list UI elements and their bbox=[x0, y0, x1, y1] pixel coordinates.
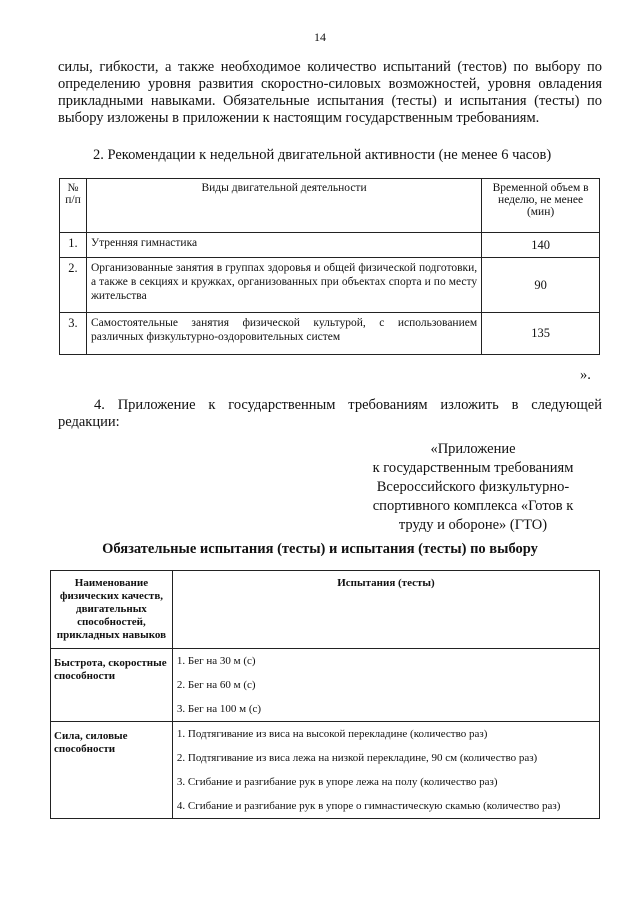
test-item: 2. Бег на 60 м (с) bbox=[176, 679, 256, 691]
appendix-line: «Приложение bbox=[430, 441, 516, 457]
table-row bbox=[60, 313, 600, 355]
section-2-heading: 2. Рекомендации к недельной двигательной активности (не менее 6 часов) bbox=[93, 147, 552, 163]
test-item: 3. Бег на 100 м (с) bbox=[176, 703, 262, 715]
header-minutes: Временной объем в неделю, не менее (мин) bbox=[482, 179, 600, 233]
row-tests bbox=[172, 649, 599, 722]
test-item: 4. Сгибание и разгибание рук в упоре о гимнастическую скамью (количество раз) bbox=[176, 800, 561, 812]
page-number: 14 bbox=[314, 30, 326, 44]
row-minutes: 135 bbox=[482, 313, 600, 355]
header-tests: Испытания (тесты) bbox=[172, 571, 599, 649]
table-row bbox=[60, 233, 600, 258]
row-quality: Быстрота, скоростные способности bbox=[51, 649, 173, 722]
intro-paragraph bbox=[58, 59, 602, 127]
test-item: 1. Бег на 30 м (с) bbox=[176, 655, 256, 667]
tests-title: Обязательные испытания (тесты) и испытания (тесты) по выбору bbox=[102, 541, 538, 557]
table-row bbox=[51, 722, 600, 819]
closing-quote: ». bbox=[580, 367, 591, 383]
intro-line: определению уровня развития скоростно-силовых возможностей, уровня овладения bbox=[58, 76, 602, 92]
intro-line: силы, гибкости, а также необходимое количество испытаний (тестов) по выбору по bbox=[58, 59, 602, 75]
row-tests bbox=[172, 722, 599, 819]
row-quality: Сила, силовые способности bbox=[51, 722, 173, 819]
section-4-line: редакции: bbox=[58, 414, 120, 430]
test-item: 3. Сгибание и разгибание рук в упоре лежа на полу (количество раз) bbox=[176, 776, 498, 788]
table-row bbox=[60, 258, 600, 313]
row-activity: Утренняя гимнастика bbox=[86, 233, 481, 258]
appendix-line: к государственным требованиям bbox=[372, 460, 574, 476]
tests-table-header bbox=[51, 571, 600, 649]
header-activity: Виды двигательной деятельности bbox=[86, 179, 481, 233]
test-item: 2. Подтягивание из виса лежа на низкой перекладине, 90 см (количество раз) bbox=[176, 752, 538, 764]
row-activity: Организованные занятия в группах здоровья и общей физической подготовки, а также в секциях и кружках, организованных при объектах спорта и по месту жительства bbox=[86, 258, 481, 313]
activity-table bbox=[59, 178, 600, 355]
row-number: 2. bbox=[60, 258, 87, 313]
appendix-line: спортивного комплекса «Готов к bbox=[372, 498, 574, 514]
header-number: № п/п bbox=[60, 179, 87, 233]
section-4-paragraph bbox=[58, 397, 602, 431]
activity-table-header bbox=[60, 179, 600, 233]
section-4-line: 4. Приложение к государственным требованиям изложить в следующей bbox=[94, 397, 602, 413]
appendix-line: Всероссийского физкультурно- bbox=[376, 479, 570, 495]
intro-line: прикладными навыками. Обязательные испытания (тесты) и испытания (тесты) по bbox=[58, 93, 602, 109]
table-row bbox=[51, 649, 600, 722]
row-number: 1. bbox=[60, 233, 87, 258]
intro-line: выбору изложены в приложении к настоящим государственным требованиям. bbox=[58, 110, 540, 126]
appendix-line: труду и обороне» (ГТО) bbox=[398, 517, 548, 533]
tests-table bbox=[50, 570, 600, 819]
row-minutes: 90 bbox=[482, 258, 600, 313]
header-quality: Наименование физических качеств, двигательных способностей, прикладных навыков bbox=[51, 571, 173, 649]
row-minutes: 140 bbox=[482, 233, 600, 258]
appendix-header bbox=[338, 440, 608, 535]
row-number: 3. bbox=[60, 313, 87, 355]
row-activity: Самостоятельные занятия физической культурой, с использованием различных физкультурно-оздоровительных систем bbox=[86, 313, 481, 355]
test-item: 1. Подтягивание из виса на высокой перекладине (количество раз) bbox=[176, 728, 488, 740]
